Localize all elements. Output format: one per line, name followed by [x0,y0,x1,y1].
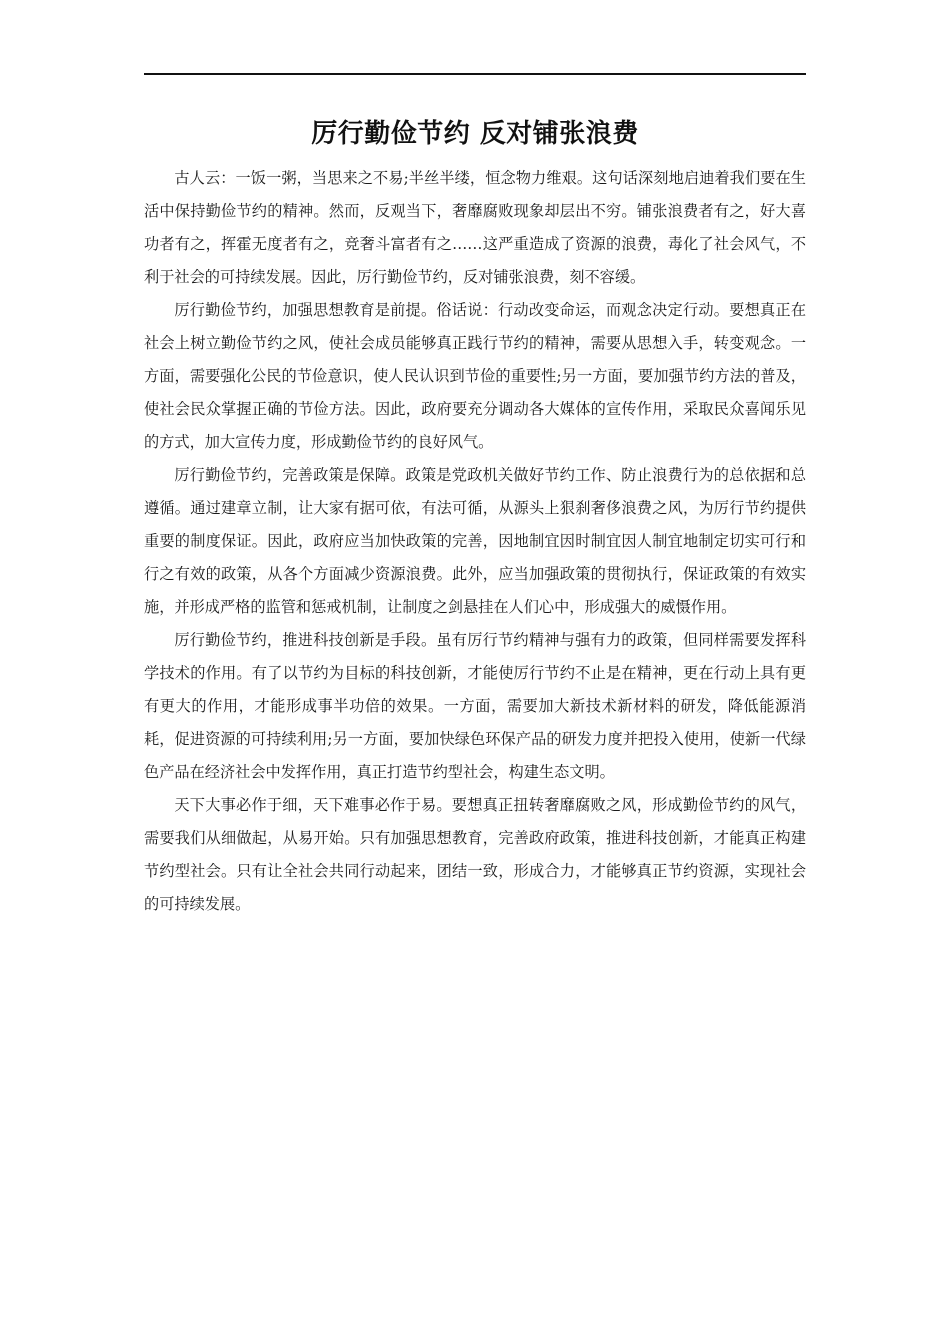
document-body [144,162,806,921]
paragraph-conclusion: 天下大事必作于细，天下难事必作于易。要想真正扭转奢靡腐败之风，形成勤俭节约的风气，需要我们从细做起，从易开始。只有加强思想教育，完善政府政策，推进科技创新，才能真正构建节约型社会。只有让全社会共同行动起来，团结一致，形成合力，才能够真正节约资源，实现社会的可持续发展。 [144,796,806,913]
header-rule [144,73,806,75]
paragraph-education: 厉行勤俭节约，加强思想教育是前提。俗话说：行动改变命运，而观念决定行动。要想真正在社会上树立勤俭节约之风，使社会成员能够真正践行节约的精神，需要从思想入手，转变观念。一方面，需要强化公民的节俭意识，使人民认识到节俭的重要性;另一方面，要加强节约方法的普及，使社会民众掌握正确的节俭方法。因此，政府要充分调动各大媒体的宣传作用，采取民众喜闻乐见的方式，加大宣传力度，形成勤俭节约的良好风气。 [144,301,806,451]
paragraph-policy: 厉行勤俭节约，完善政策是保障。政策是党政机关做好节约工作、防止浪费行为的总依据和总遵循。通过建章立制，让大家有据可依，有法可循，从源头上狠刹奢侈浪费之风，为厉行节约提供重要的制度保证。因此，政府应当加快政策的完善，因地制宜因时制宜因人制宜地制定切实可行和行之有效的政策，从各个方面减少资源浪费。此外，应当加强政策的贯彻执行，保证政策的有效实施，并形成严格的监管和惩戒机制，让制度之剑悬挂在人们心中，形成强大的威慑作用。 [144,466,806,616]
document-title: 厉行勤俭节约 反对铺张浪费 [311,119,639,149]
paragraph-intro: 古人云：一饭一粥，当思来之不易;半丝半缕，恒念物力维艰。这句话深刻地启迪着我们要在生活中保持勤俭节约的精神。然而，反观当下，奢靡腐败现象却层出不穷。铺张浪费者有之，好大喜功者有之，挥霍无度者有之，竞奢斗富者有之……这严重造成了资源的浪费，毒化了社会风气，不利于社会的可持续发展。因此，厉行勤俭节约，反对铺张浪费，刻不容缓。 [144,169,806,286]
paragraph-technology: 厉行勤俭节约，推进科技创新是手段。虽有厉行节约精神与强有力的政策，但同样需要发挥科学技术的作用。有了以节约为目标的科技创新，才能使厉行节约不止是在精神，更在行动上具有更有更大的作用，才能形成事半功倍的效果。一方面，需要加大新技术新材料的研发，降低能源消耗，促进资源的可持续利用;另一方面，要加快绿色环保产品的研发力度并把投入使用，使新一代绿色产品在经济社会中发挥作用，真正打造节约型社会，构建生态文明。 [144,631,806,781]
